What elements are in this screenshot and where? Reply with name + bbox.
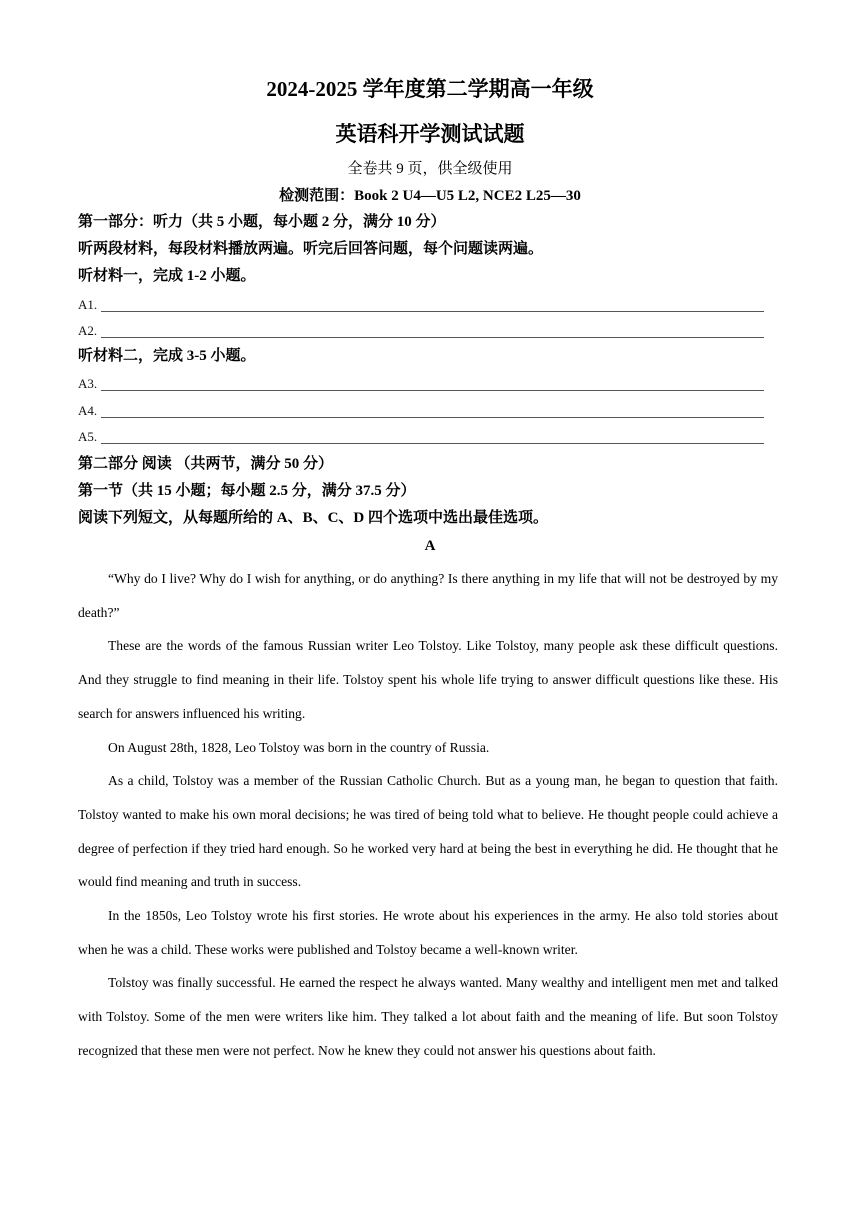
exam-page-info: 全卷共 9 页，供全级使用 [347,161,513,177]
exam-scope: 检测范围：Book 2 U4—U5 L2, NCE2 L25—30 [279,188,581,204]
part2-instruction: 阅读下列短文，从每题所给的 A、B、C、D 四个选项中选出最佳选项。 [78,510,549,526]
answer-line-a1[interactable] [78,294,764,316]
part2-section1-heading: 第一节（共 15 小题；每小题 2.5 分，满分 37.5 分） [78,483,416,499]
answer-line-a4[interactable] [78,400,764,422]
answer-label: A3. [78,376,98,391]
answer-line-a5[interactable] [78,426,764,448]
answer-line-a3[interactable] [78,373,764,395]
exam-title-year: 2024-2025 学年度第二学期高一年级 [266,77,594,101]
passage-paragraph: Tolstoy was finally successful. He earned the respect he always wanted. Many wealthy and intelligent men met and talked with Tolstoy. Some of the men were writers like him. They talked a lot about faith and the meaning of life. But soon Tolstoy recognized that these men were not perfect. Now he knew they could not answer his questions about faith. [78,975,778,1058]
answer-blank[interactable] [101,295,764,312]
answer-blank[interactable] [101,374,764,391]
answer-label: A1. [78,297,98,312]
part1-heading: 第一部分：听力（共 5 小题，每小题 2 分，满分 10 分） [78,214,446,230]
exam-title-subject: 英语科开学测试试题 [335,122,525,146]
reading-passage [78,562,778,1068]
answer-label: A2. [78,323,98,338]
passage-paragraph: On August 28th, 1828, Leo Tolstoy was born in the country of Russia. [108,739,490,755]
material2-label: 听材料二，完成 3-5 小题。 [78,348,256,364]
passage-letter: A [424,538,436,554]
answer-label: A5. [78,429,98,444]
passage-paragraph: These are the words of the famous Russian writer Leo Tolstoy. Like Tolstoy, many people ask these difficult questions. And they struggle to find meaning in their life. Tolstoy spent his whole life trying to answer difficult questions like these. His search for answers influenced his writing. [78,638,778,721]
material1-label: 听材料一，完成 1-2 小题。 [78,268,256,284]
part1-instruction: 听两段材料，每段材料播放两遍。听完后回答问题，每个问题读两遍。 [78,241,544,257]
part2-heading: 第二部分 阅读 （共两节，满分 50 分） [78,456,334,472]
passage-paragraph: “Why do I live? Why do I wish for anything, or do anything? Is there anything in my life that will not be destroyed by my death?” [78,571,778,620]
answer-line-a2[interactable] [78,320,764,342]
answer-blank[interactable] [101,321,764,338]
answer-blank[interactable] [101,427,764,444]
passage-paragraph: As a child, Tolstoy was a member of the Russian Catholic Church. But as a young man, he began to question that faith. Tolstoy wanted to make his own moral decisions; he was tired of being told what to believe. He thought people could achieve a degree of perfection if they tried hard enough. So he worked very hard at being the best in everything he did. He thought that he would find meaning and truth in success. [78,773,778,890]
passage-paragraph: In the 1850s, Leo Tolstoy wrote his first stories. He wrote about his experiences in the army. He also told stories about when he was a child. These works were published and Tolstoy became a well-known writer. [78,908,778,957]
answer-label: A4. [78,403,98,418]
answer-blank[interactable] [101,401,764,418]
